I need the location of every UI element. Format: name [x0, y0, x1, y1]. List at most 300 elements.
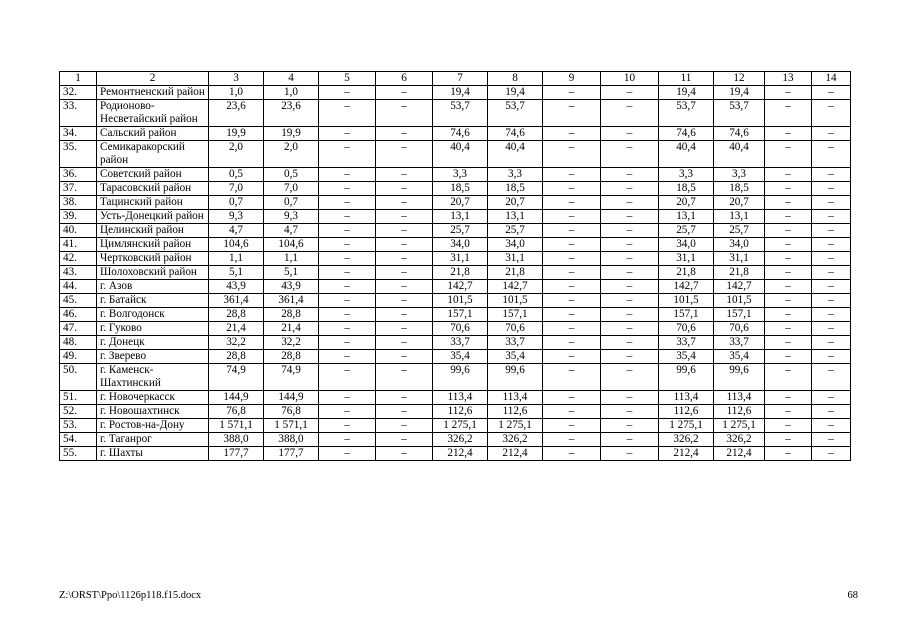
table-cell: 101,5 [659, 294, 714, 308]
table-cell: 3,3 [714, 168, 765, 182]
table-cell: 144,9 [264, 391, 319, 405]
table-cell: – [376, 322, 433, 336]
table-cell: 212,4 [433, 447, 488, 461]
table-cell: – [601, 391, 659, 405]
table-row [60, 350, 851, 364]
table-cell: 21,8 [659, 266, 714, 280]
table-cell: 31,1 [433, 252, 488, 266]
table-cell: – [319, 447, 376, 461]
table-cell: 19,9 [209, 127, 264, 141]
table-cell: 20,7 [433, 196, 488, 210]
table-cell: 53,7 [433, 100, 488, 127]
district-name-cell: Усть-Донецкий район [97, 210, 209, 224]
district-name-cell: Целинский район [97, 224, 209, 238]
table-cell: 2,0 [264, 141, 319, 168]
table-cell: 70,6 [714, 322, 765, 336]
table-cell: 212,4 [659, 447, 714, 461]
table-cell: – [812, 294, 851, 308]
table-cell: – [543, 391, 601, 405]
table-cell: 13,1 [659, 210, 714, 224]
table-cell: 9,3 [264, 210, 319, 224]
table-cell: – [601, 336, 659, 350]
table-cell: 99,6 [433, 364, 488, 391]
table-cell: – [376, 294, 433, 308]
table-cell: – [376, 364, 433, 391]
table-cell: 20,7 [488, 196, 543, 210]
table-row [60, 294, 851, 308]
table-cell: – [601, 350, 659, 364]
district-name-cell: Тацинский район [97, 196, 209, 210]
table-header-row [60, 72, 851, 86]
table-cell: – [543, 280, 601, 294]
table-cell: 53,7 [488, 100, 543, 127]
district-name-cell: Ремонтненский район [97, 86, 209, 100]
row-number-cell: 35. [60, 141, 97, 168]
table-cell: – [601, 266, 659, 280]
district-name-cell: Чертковский район [97, 252, 209, 266]
table-cell: 99,6 [488, 364, 543, 391]
table-cell: 23,6 [209, 100, 264, 127]
table-cell: – [543, 100, 601, 127]
district-name-cell: г. Зверево [97, 350, 209, 364]
column-number-header: 11 [659, 72, 714, 86]
table-cell: 74,9 [209, 364, 264, 391]
table-cell: – [812, 168, 851, 182]
table-cell: – [376, 210, 433, 224]
table-row [60, 266, 851, 280]
table-cell: – [543, 266, 601, 280]
table-cell: 326,2 [714, 433, 765, 447]
table-cell: – [319, 308, 376, 322]
table-cell: – [543, 238, 601, 252]
table-row [60, 308, 851, 322]
table-cell: 0,7 [264, 196, 319, 210]
table-row [60, 419, 851, 433]
row-number-cell: 44. [60, 280, 97, 294]
table-cell: – [319, 168, 376, 182]
district-name-cell: Семикаракорский район [97, 141, 209, 168]
row-number-cell: 52. [60, 405, 97, 419]
table-cell: – [543, 364, 601, 391]
column-number-header: 10 [601, 72, 659, 86]
table-cell: 43,9 [209, 280, 264, 294]
table-cell: – [601, 308, 659, 322]
table-cell: – [765, 308, 812, 322]
table-cell: 0,5 [264, 168, 319, 182]
table-cell: 74,6 [433, 127, 488, 141]
table-cell: – [376, 168, 433, 182]
table-cell: 13,1 [488, 210, 543, 224]
table-cell: 3,3 [488, 168, 543, 182]
table-cell: 144,9 [209, 391, 264, 405]
table-row [60, 182, 851, 196]
table-cell: 326,2 [659, 433, 714, 447]
table-cell: 142,7 [714, 280, 765, 294]
table-row [60, 364, 851, 391]
district-name-cell: г. Волгодонск [97, 308, 209, 322]
table-cell: 31,1 [659, 252, 714, 266]
table-cell: – [319, 419, 376, 433]
table-cell: – [812, 252, 851, 266]
table-row [60, 127, 851, 141]
table-cell: – [765, 127, 812, 141]
table-cell: 13,1 [714, 210, 765, 224]
table-cell: 18,5 [488, 182, 543, 196]
table-cell: 53,7 [714, 100, 765, 127]
table-cell: 40,4 [433, 141, 488, 168]
column-number-header: 13 [765, 72, 812, 86]
table-cell: – [601, 252, 659, 266]
district-name-cell: г. Таганрог [97, 433, 209, 447]
table-cell: 113,4 [488, 391, 543, 405]
table-cell: 21,4 [209, 322, 264, 336]
district-name-cell: г. Каменск-Шахтинский [97, 364, 209, 391]
row-number-cell: 36. [60, 168, 97, 182]
table-cell: – [376, 280, 433, 294]
table-row [60, 322, 851, 336]
table-cell: 25,7 [488, 224, 543, 238]
table-cell: 0,7 [209, 196, 264, 210]
table-cell: – [812, 224, 851, 238]
table-cell: – [319, 182, 376, 196]
table-cell: 74,6 [488, 127, 543, 141]
table-cell: – [319, 350, 376, 364]
table-cell: – [765, 252, 812, 266]
table-cell: 388,0 [209, 433, 264, 447]
table-cell: 101,5 [714, 294, 765, 308]
table-cell: 28,8 [264, 308, 319, 322]
table-cell: 35,4 [433, 350, 488, 364]
table-cell: 20,7 [714, 196, 765, 210]
table-cell: – [765, 405, 812, 419]
table-cell: 177,7 [264, 447, 319, 461]
table-cell: 112,6 [659, 405, 714, 419]
table-cell: – [376, 224, 433, 238]
table-cell: – [812, 238, 851, 252]
table-cell: 70,6 [433, 322, 488, 336]
table-cell: – [765, 100, 812, 127]
table-cell: – [765, 280, 812, 294]
table-cell: – [319, 127, 376, 141]
table-cell: – [543, 433, 601, 447]
table-cell: – [601, 127, 659, 141]
table-cell: – [376, 252, 433, 266]
table-row [60, 447, 851, 461]
table-cell: – [601, 100, 659, 127]
table-cell: 104,6 [209, 238, 264, 252]
table-cell: 21,8 [488, 266, 543, 280]
table-cell: – [319, 433, 376, 447]
table-cell: 1,0 [209, 86, 264, 100]
table-cell: 326,2 [488, 433, 543, 447]
table-cell: 3,3 [433, 168, 488, 182]
table-cell: – [319, 266, 376, 280]
table-cell: 74,9 [264, 364, 319, 391]
table-cell: – [376, 86, 433, 100]
table-cell: – [543, 350, 601, 364]
table-cell: – [812, 364, 851, 391]
table-cell: – [812, 100, 851, 127]
table-cell: – [376, 266, 433, 280]
table-cell: 0,5 [209, 168, 264, 182]
table-cell: 142,7 [659, 280, 714, 294]
table-cell: – [376, 391, 433, 405]
table-cell: – [812, 196, 851, 210]
row-number-cell: 54. [60, 433, 97, 447]
table-cell: 5,1 [264, 266, 319, 280]
district-name-cell: г. Азов [97, 280, 209, 294]
table-cell: – [543, 336, 601, 350]
district-name-cell: Цимлянский район [97, 238, 209, 252]
table-cell: 21,4 [264, 322, 319, 336]
table-row [60, 196, 851, 210]
table-cell: – [601, 405, 659, 419]
table-cell: – [765, 196, 812, 210]
table-row [60, 224, 851, 238]
table-cell: 32,2 [209, 336, 264, 350]
column-number-header: 4 [264, 72, 319, 86]
district-name-cell: Шолоховский район [97, 266, 209, 280]
table-row [60, 280, 851, 294]
table-cell: 112,6 [433, 405, 488, 419]
table-cell: 25,7 [659, 224, 714, 238]
table-cell: 388,0 [264, 433, 319, 447]
row-number-cell: 51. [60, 391, 97, 405]
table-cell: 33,7 [714, 336, 765, 350]
district-name-cell: Советский район [97, 168, 209, 182]
column-number-header: 2 [97, 72, 209, 86]
row-number-cell: 48. [60, 336, 97, 350]
table-cell: 23,6 [264, 100, 319, 127]
table-cell: – [376, 433, 433, 447]
table-cell: 34,0 [488, 238, 543, 252]
table-cell: – [765, 141, 812, 168]
row-number-cell: 32. [60, 86, 97, 100]
table-cell: – [543, 447, 601, 461]
table-cell: 70,6 [488, 322, 543, 336]
table-cell: – [543, 405, 601, 419]
table-cell: 157,1 [488, 308, 543, 322]
table-cell: 113,4 [659, 391, 714, 405]
row-number-cell: 41. [60, 238, 97, 252]
table-cell: 361,4 [209, 294, 264, 308]
table-cell: – [765, 350, 812, 364]
table-cell: 21,8 [433, 266, 488, 280]
district-name-cell: г. Новочеркасск [97, 391, 209, 405]
row-number-cell: 39. [60, 210, 97, 224]
table-cell: 157,1 [433, 308, 488, 322]
table-cell: – [601, 447, 659, 461]
table-cell: 1 571,1 [264, 419, 319, 433]
district-name-cell: г. Донецк [97, 336, 209, 350]
table-cell: 33,7 [659, 336, 714, 350]
table-cell: 28,8 [209, 308, 264, 322]
table-cell: 19,4 [714, 86, 765, 100]
table-cell: 31,1 [714, 252, 765, 266]
table-cell: 43,9 [264, 280, 319, 294]
column-number-header: 14 [812, 72, 851, 86]
table-cell: 4,7 [209, 224, 264, 238]
table-cell: – [543, 127, 601, 141]
table-cell: – [376, 405, 433, 419]
table-cell: 35,4 [714, 350, 765, 364]
table-cell: 34,0 [433, 238, 488, 252]
table-cell: 112,6 [488, 405, 543, 419]
table-cell: – [601, 322, 659, 336]
table-cell: – [601, 168, 659, 182]
table-cell: – [812, 322, 851, 336]
table-cell: – [765, 224, 812, 238]
table-row [60, 100, 851, 127]
table-cell: – [543, 294, 601, 308]
table-cell: – [765, 266, 812, 280]
row-number-cell: 46. [60, 308, 97, 322]
table-cell: 76,8 [209, 405, 264, 419]
table-cell: 21,8 [714, 266, 765, 280]
table-cell: – [543, 210, 601, 224]
table-row [60, 433, 851, 447]
table-cell: – [765, 447, 812, 461]
table-cell: 53,7 [659, 100, 714, 127]
table-cell: 76,8 [264, 405, 319, 419]
table-cell: 18,5 [433, 182, 488, 196]
column-number-header: 12 [714, 72, 765, 86]
table-cell: 1 275,1 [659, 419, 714, 433]
district-name-cell: Сальский район [97, 127, 209, 141]
table-cell: 177,7 [209, 447, 264, 461]
table-cell: – [812, 336, 851, 350]
column-number-header: 5 [319, 72, 376, 86]
table-cell: – [812, 182, 851, 196]
table-cell: 33,7 [488, 336, 543, 350]
table-cell: – [601, 196, 659, 210]
table-cell: 18,5 [714, 182, 765, 196]
table-row [60, 168, 851, 182]
table-cell: – [765, 294, 812, 308]
table-cell: – [601, 280, 659, 294]
table-cell: – [765, 168, 812, 182]
table-cell: – [376, 447, 433, 461]
table-cell: 7,0 [264, 182, 319, 196]
table-cell: – [765, 238, 812, 252]
table-cell: 1,0 [264, 86, 319, 100]
table-cell: 35,4 [488, 350, 543, 364]
table-cell: 74,6 [714, 127, 765, 141]
table-cell: 70,6 [659, 322, 714, 336]
table-cell: – [319, 364, 376, 391]
table-cell: 13,1 [433, 210, 488, 224]
table-row [60, 238, 851, 252]
table-row [60, 405, 851, 419]
table-cell: – [601, 238, 659, 252]
table-cell: – [812, 127, 851, 141]
table-cell: – [319, 224, 376, 238]
table-cell: 40,4 [488, 141, 543, 168]
table-cell: – [601, 364, 659, 391]
row-number-cell: 55. [60, 447, 97, 461]
district-name-cell: г. Шахты [97, 447, 209, 461]
table-cell: – [543, 168, 601, 182]
table-cell: 5,1 [209, 266, 264, 280]
table-cell: – [601, 86, 659, 100]
row-number-cell: 50. [60, 364, 97, 391]
table-cell: 1,1 [264, 252, 319, 266]
table-cell: – [765, 433, 812, 447]
row-number-cell: 40. [60, 224, 97, 238]
row-number-cell: 45. [60, 294, 97, 308]
table-cell: – [319, 336, 376, 350]
table-cell: 31,1 [488, 252, 543, 266]
table-cell: 19,9 [264, 127, 319, 141]
table-cell: – [543, 182, 601, 196]
table-cell: 101,5 [488, 294, 543, 308]
table-row [60, 141, 851, 168]
table-row [60, 86, 851, 100]
district-name-cell: г. Батайск [97, 294, 209, 308]
table-row [60, 210, 851, 224]
table-cell: – [319, 391, 376, 405]
table-cell: 74,6 [659, 127, 714, 141]
table-cell: – [319, 141, 376, 168]
table-cell: 32,2 [264, 336, 319, 350]
table-cell: 4,7 [264, 224, 319, 238]
table-cell: 34,0 [659, 238, 714, 252]
row-number-cell: 53. [60, 419, 97, 433]
table-cell: 19,4 [659, 86, 714, 100]
table-row [60, 252, 851, 266]
table-cell: – [765, 391, 812, 405]
district-name-cell: Тарасовский район [97, 182, 209, 196]
column-number-header: 3 [209, 72, 264, 86]
table-cell: 113,4 [433, 391, 488, 405]
table-cell: 19,4 [433, 86, 488, 100]
table-cell: – [601, 210, 659, 224]
row-number-cell: 47. [60, 322, 97, 336]
table-cell: – [601, 419, 659, 433]
table-cell: – [319, 86, 376, 100]
table-cell: 212,4 [488, 447, 543, 461]
table-cell: – [812, 266, 851, 280]
table-cell: – [376, 141, 433, 168]
table-cell: – [319, 405, 376, 419]
table-row [60, 336, 851, 350]
table-cell: – [765, 419, 812, 433]
table-cell: – [812, 405, 851, 419]
row-number-cell: 42. [60, 252, 97, 266]
table-cell: 1 571,1 [209, 419, 264, 433]
table-cell: – [812, 308, 851, 322]
table-cell: – [319, 238, 376, 252]
table-cell: 2,0 [209, 141, 264, 168]
table-cell: – [765, 364, 812, 391]
row-number-cell: 37. [60, 182, 97, 196]
table-cell: 101,5 [433, 294, 488, 308]
table-cell: 25,7 [714, 224, 765, 238]
table-cell: – [543, 141, 601, 168]
table-cell: – [376, 182, 433, 196]
table-cell: – [812, 210, 851, 224]
district-name-cell: г. Гуково [97, 322, 209, 336]
table-cell: – [319, 100, 376, 127]
table-cell: – [812, 433, 851, 447]
table-cell: – [601, 141, 659, 168]
table-cell: – [376, 127, 433, 141]
table-cell: 142,7 [433, 280, 488, 294]
table-cell: – [812, 86, 851, 100]
table-cell: – [765, 210, 812, 224]
district-name-cell: г. Ростов-на-Дону [97, 419, 209, 433]
district-name-cell: г. Новошахтинск [97, 405, 209, 419]
